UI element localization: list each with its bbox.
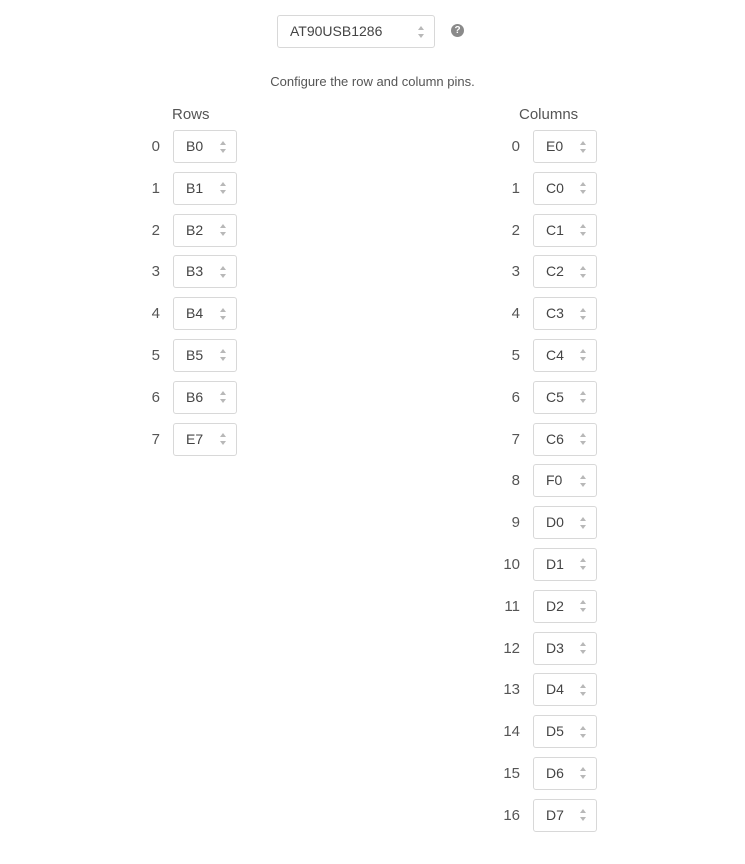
column-pin-value: D5 (546, 723, 564, 740)
column-pin-value: D0 (546, 514, 564, 531)
select-arrows-icon (220, 433, 226, 445)
column-pin-select[interactable] (533, 381, 597, 414)
column-pin-select[interactable] (533, 172, 597, 205)
instruction-text: Configure the row and column pins. (270, 74, 475, 89)
column-pin-select[interactable] (533, 632, 597, 665)
column-pin-value: C6 (546, 430, 564, 447)
column-pin-index: 0 (511, 138, 520, 155)
select-arrows-icon (580, 224, 586, 236)
column-pin-index: 7 (511, 430, 520, 448)
row-pin-index: 4 (151, 305, 160, 323)
row-pin-index: 6 (151, 388, 160, 406)
column-pin-index: 14 (503, 723, 520, 741)
row-pin-value: B0 (186, 138, 204, 154)
row-pin-index: 2 (151, 221, 160, 239)
row-pin-select[interactable] (173, 297, 237, 330)
row-pin-value: B5 (186, 346, 204, 363)
select-arrows-icon (580, 642, 586, 654)
column-pin-value: D2 (546, 597, 564, 614)
row-pin-select[interactable] (173, 214, 237, 247)
column-pin-index: 9 (511, 514, 520, 532)
row-pin-select[interactable] (173, 172, 237, 205)
select-arrows-icon (580, 266, 586, 278)
row-pin-select[interactable] (173, 255, 237, 288)
select-arrows-icon (220, 391, 226, 403)
column-pin-value: C4 (546, 346, 564, 363)
row-pin-select[interactable] (173, 381, 237, 414)
select-arrows-icon (580, 349, 586, 361)
select-arrows-icon (580, 726, 586, 738)
select-arrows-icon (580, 558, 586, 570)
select-arrows-icon (580, 600, 586, 612)
row-pin-value: B1 (186, 179, 204, 196)
column-pin-index: 16 (503, 806, 520, 824)
column-pin-select[interactable] (533, 130, 597, 163)
column-pin-value: C0 (546, 179, 564, 196)
row-pin-index: 5 (151, 346, 160, 364)
column-pin-index: 8 (511, 472, 520, 490)
mcu-select[interactable] (277, 15, 435, 48)
column-pin-value: D7 (546, 806, 564, 823)
row-pin-value: B6 (186, 388, 204, 405)
column-pin-select[interactable] (533, 715, 597, 748)
column-pin-value: D1 (546, 555, 564, 572)
select-arrows-icon (580, 809, 586, 821)
row-pin-value: B2 (186, 221, 204, 238)
select-arrows-icon (418, 26, 424, 38)
select-arrows-icon (580, 308, 586, 320)
column-pin-select[interactable] (533, 297, 597, 330)
select-arrows-icon (580, 684, 586, 696)
column-pin-index: 2 (511, 221, 520, 239)
select-arrows-icon (220, 182, 226, 194)
select-arrows-icon (580, 433, 586, 445)
select-arrows-icon (220, 349, 226, 361)
column-pin-select[interactable] (533, 423, 597, 456)
row-pin-index: 1 (151, 179, 160, 197)
column-pin-select[interactable] (533, 464, 597, 497)
column-pin-value: C2 (546, 263, 564, 280)
row-pin-value: E7 (186, 430, 204, 447)
select-arrows-icon (220, 308, 226, 320)
select-arrows-icon (580, 475, 586, 487)
column-pin-index: 11 (504, 597, 520, 615)
row-pin-index: 3 (151, 263, 160, 281)
column-pin-index: 10 (503, 555, 520, 573)
row-pin-select[interactable] (173, 339, 237, 372)
row-pin-index: 0 (151, 138, 160, 155)
column-pin-select[interactable] (533, 214, 597, 247)
column-pin-index: 6 (511, 388, 520, 406)
column-pin-index: 15 (503, 764, 520, 782)
column-pin-value: C3 (546, 305, 564, 322)
column-pin-value: D4 (546, 681, 564, 698)
row-pin-select[interactable] (173, 130, 237, 163)
column-pin-select[interactable] (533, 339, 597, 372)
row-pin-value: B3 (186, 263, 204, 280)
row-pin-select[interactable] (173, 423, 237, 456)
mcu-select-value: AT90USB1286 (290, 23, 383, 39)
column-pin-index: 3 (511, 263, 520, 281)
select-arrows-icon (580, 517, 586, 529)
column-pin-select[interactable] (533, 506, 597, 539)
rows-heading: Rows (172, 106, 210, 123)
select-arrows-icon (220, 266, 226, 278)
column-pin-index: 1 (511, 179, 520, 197)
column-pin-select[interactable] (533, 255, 597, 288)
column-pin-select[interactable] (533, 757, 597, 790)
column-pin-value: D3 (546, 639, 564, 656)
column-pin-value: C1 (546, 221, 564, 238)
select-arrows-icon (580, 391, 586, 403)
column-pin-select[interactable] (533, 590, 597, 623)
column-pin-index: 12 (503, 639, 520, 657)
column-pin-index: 13 (503, 681, 520, 699)
row-pin-index: 7 (151, 430, 160, 448)
columns-heading: Columns (519, 106, 579, 123)
column-pin-value: C5 (546, 388, 564, 405)
select-arrows-icon (220, 141, 226, 153)
column-pin-value: D6 (546, 764, 564, 781)
column-pin-select[interactable] (533, 673, 597, 706)
select-arrows-icon (580, 182, 586, 194)
column-pin-index: 5 (511, 346, 520, 364)
column-pin-index: 4 (511, 305, 520, 323)
question-circle-icon[interactable]: ? (451, 24, 464, 37)
column-pin-select[interactable] (533, 799, 597, 832)
column-pin-value: F0 (546, 472, 563, 489)
select-arrows-icon (220, 224, 226, 236)
row-pin-value: B4 (186, 305, 204, 322)
column-pin-value: E0 (546, 138, 564, 154)
column-pin-select[interactable] (533, 548, 597, 581)
select-arrows-icon (580, 141, 586, 153)
select-arrows-icon (580, 767, 586, 779)
